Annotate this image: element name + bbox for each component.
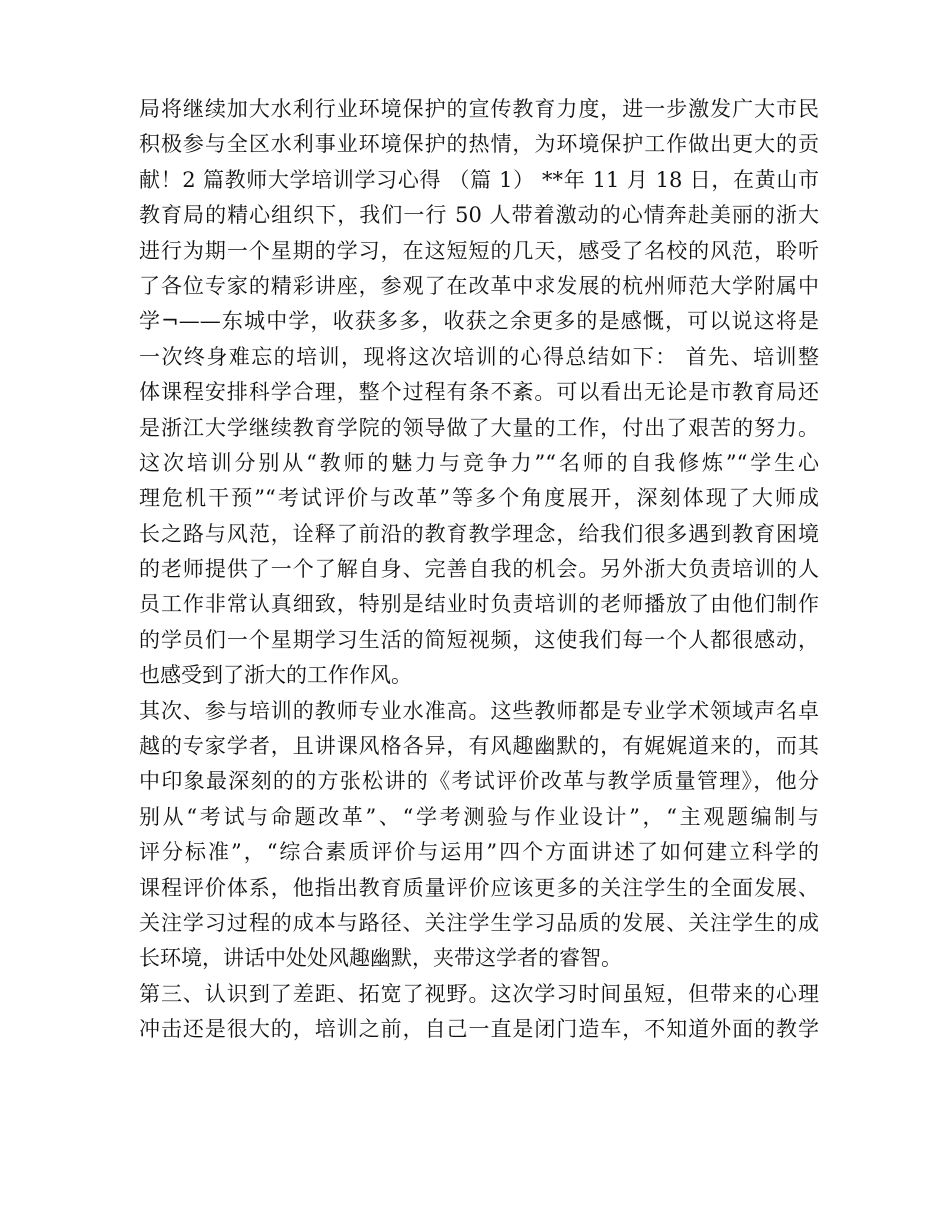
text-line: 的学员们一个星期学习生活的简短视频，这使我们每一个人都很感动，	[139, 627, 819, 652]
text-line: 教育局的精心组织下，我们一行 50 人带着激动的心情奔赴美丽的浙大	[139, 203, 819, 228]
text-line: 这次培训分别从“教师的魅力与竞争力”“名师的自我修炼”“学生心	[139, 450, 819, 475]
text-line: 也感受到了浙大的工作作风。	[139, 663, 412, 688]
text-line: 学¬——东城中学，收获多多，收获之余更多的是感慨，可以说这将是	[139, 309, 819, 334]
text-line: 长环境，讲话中处处风趣幽默，夹带这学者的睿智。	[139, 946, 622, 971]
text-line: 冲击还是很大的，培训之前，自己一直是闭门造车，不知道外面的教学	[139, 1017, 819, 1042]
text-line: 员工作非常认真细致，特别是结业时负责培训的老师播放了由他们制作	[139, 592, 819, 617]
text-line: 其次、参与培训的教师专业水准高。这些教师都是专业学术领域声名卓	[139, 698, 819, 723]
text-line: 局将继续加大水利行业环境保护的宣传教育力度，进一步激发广大市民	[139, 97, 819, 121]
text-line: 越的专家学者，且讲课风格各异，有风趣幽默的，有娓娓道来的，而其	[139, 734, 819, 759]
text-line: 了各位专家的精彩讲座，参观了在改革中求发展的杭州师范大学附属中	[139, 273, 819, 298]
text-line: 理危机干预”“考试评价与改革”等多个角度展开，深刻体现了大师成	[139, 486, 819, 511]
text-line: 体课程安排科学合理，整个过程有条不紊。可以看出无论是市教育局还	[139, 380, 819, 405]
text-line: 的老师提供了一个了解自身、完善自我的机会。另外浙大负责培训的人	[139, 557, 819, 582]
text-line: 课程评价体系，他指出教育质量评价应该更多的关注学生的全面发展、	[139, 875, 819, 900]
text-line: 第三、认识到了差距、拓宽了视野。这次学习时间虽短，但带来的心理	[139, 981, 819, 1006]
text-line: 关注学习过程的成本与路径、关注学生学习品质的发展、关注学生的成	[139, 910, 819, 935]
text-line: 一次终身难忘的培训，现将这次培训的心得总结如下： 首先、培训整	[139, 344, 819, 369]
text-line: 是浙江大学继续教育学院的领导做了大量的工作，付出了艰苦的努力。	[139, 415, 819, 440]
text-line: 进行为期一个星期的学习，在这短短的几天，感受了名校的风范，聆听	[139, 238, 819, 263]
text-line: 献！2 篇教师大学培训学习心得 （篇 1） **年 11 月 18 日，在黄山市	[139, 167, 819, 192]
text-line: 长之路与风范，诠释了前沿的教育教学理念，给我们很多遇到教育困境	[139, 521, 819, 546]
text-line: 评分标准”，“综合素质评价与运用”四个方面讲述了如何建立科学的	[139, 840, 819, 865]
text-line: 积极参与全区水利事业环境保护的热情，为环境保护工作做出更大的贡	[139, 132, 819, 157]
document-body	[139, 92, 819, 1048]
text-line: 别从“考试与命题改革”、“学考测验与作业设计”，“主观题编制与	[139, 804, 819, 829]
text-line: 中印象最深刻的的方张松讲的《考试评价改革与教学质量管理》，他分	[139, 769, 819, 794]
